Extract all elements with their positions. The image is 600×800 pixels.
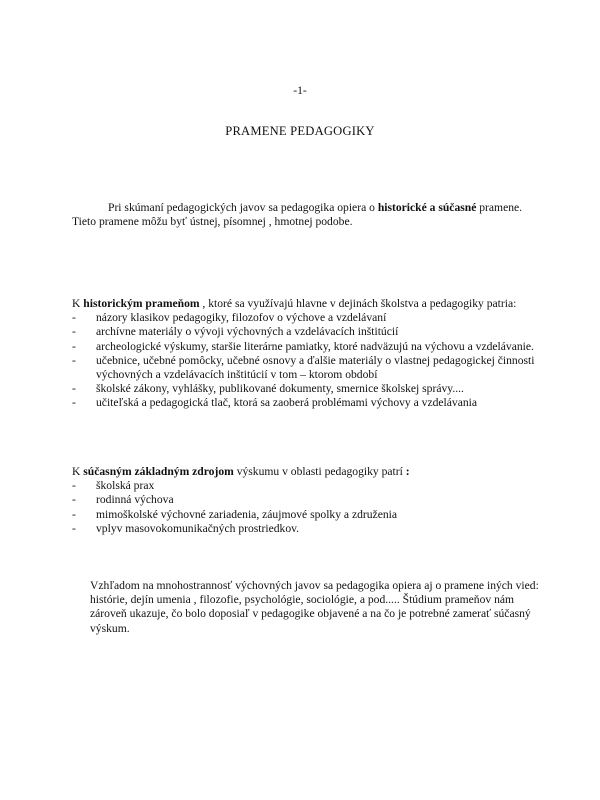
page-number: -1-	[293, 84, 307, 97]
list-item	[72, 382, 542, 396]
current-list	[72, 479, 542, 536]
list-item-text: rodinná výchova	[96, 493, 174, 507]
list-item	[72, 479, 542, 493]
list-item	[72, 311, 542, 325]
list-item-text: učebnice, učebné pomôcky, učebné osnovy a ďalšie materiály o vlastnej pedagogickej činnosti výchovných a vzdelávacích inštitúcií v tom – ktorom období	[96, 353, 535, 382]
closing-paragraph	[90, 579, 540, 636]
current-lead-colon: :	[405, 465, 410, 478]
document-title: PRAMENE PEDAGOGIKY	[225, 124, 375, 138]
list-item	[72, 340, 542, 354]
dash-bullet	[72, 396, 92, 410]
list-item	[72, 354, 542, 382]
historical-lead-bold: historickým prameňom	[83, 297, 200, 310]
list-item-text: školská prax	[96, 479, 155, 493]
list-item	[72, 493, 542, 507]
dash-bullet	[72, 325, 92, 339]
historical-lead-post: , ktoré sa využívajú hlavne v dejinách školstva a pedagogiky patria:	[199, 297, 517, 310]
list-item-text: archívne materiály o vývoji výchovných a vzdelávacích inštitúcií	[96, 325, 399, 339]
dash-bullet	[72, 311, 92, 325]
intro-line-2: Tieto pramene môžu byť ústnej, písomnej , hmotnej podobe.	[72, 215, 353, 229]
historical-lead	[72, 297, 542, 311]
current-lead-pre: K	[72, 465, 84, 478]
list-item-text: učiteľská a pedagogická tlač, ktorá sa zaoberá problémami výchovy a vzdelávania	[96, 396, 478, 410]
list-item	[72, 325, 542, 339]
current-lead-mid: výskumu v oblasti pedagogiky patrí	[233, 465, 406, 478]
list-item	[72, 396, 542, 410]
intro-bold-phrase: historické a súčasné	[377, 201, 477, 214]
dash-bullet	[72, 382, 92, 396]
closing-text: Vzhľadom na mnohostrannosť výchovných javov sa pedagogika opiera aj o pramene iných vied: histórie, dejín umenia , filozofie, psychológie, sociológie, a pod..... Štúdium prameňov nám zároveň ukazuje, čo bolo doposiaľ v pedagogike objavené a na čo je potrebné zamerať súčasný výskum.	[90, 579, 539, 635]
historical-sources-section	[72, 297, 542, 411]
intro-line-1	[72, 201, 542, 215]
list-item	[72, 508, 542, 522]
list-item-text: vplyv masovokomunikačných prostriedkov.	[96, 521, 300, 535]
historical-lead-pre: K	[72, 297, 84, 310]
intro-text-end: pramene.	[476, 201, 523, 214]
dash-bullet	[72, 340, 92, 354]
current-lead-bold: súčasným základným zdrojom	[83, 465, 234, 478]
current-sources-section	[72, 465, 542, 536]
list-item-text: mimoškolské výchovné zariadenia, záujmové spolky a združenia	[96, 507, 398, 521]
list-item	[72, 522, 542, 536]
dash-bullet	[72, 493, 92, 507]
list-item-text: názory klasikov pedagogiky, filozofov o výchove a vzdelávaní	[96, 311, 387, 325]
dash-bullet	[72, 508, 92, 522]
dash-bullet	[72, 479, 92, 493]
dash-bullet	[72, 354, 92, 368]
list-item-text: archeologické výskumy, staršie literárne pamiatky, ktoré nadväzujú na výchovu a vzdelávanie.	[96, 339, 534, 353]
historical-list	[72, 311, 542, 410]
list-item-text: školské zákony, vyhlášky, publikované dokumenty, smernice školskej správy....	[96, 382, 464, 396]
intro-text-start: Pri skúmaní pedagogických javov sa pedagogika opiera o	[108, 201, 378, 214]
intro-paragraph	[72, 201, 542, 229]
dash-bullet	[72, 522, 92, 536]
current-lead	[72, 465, 542, 479]
